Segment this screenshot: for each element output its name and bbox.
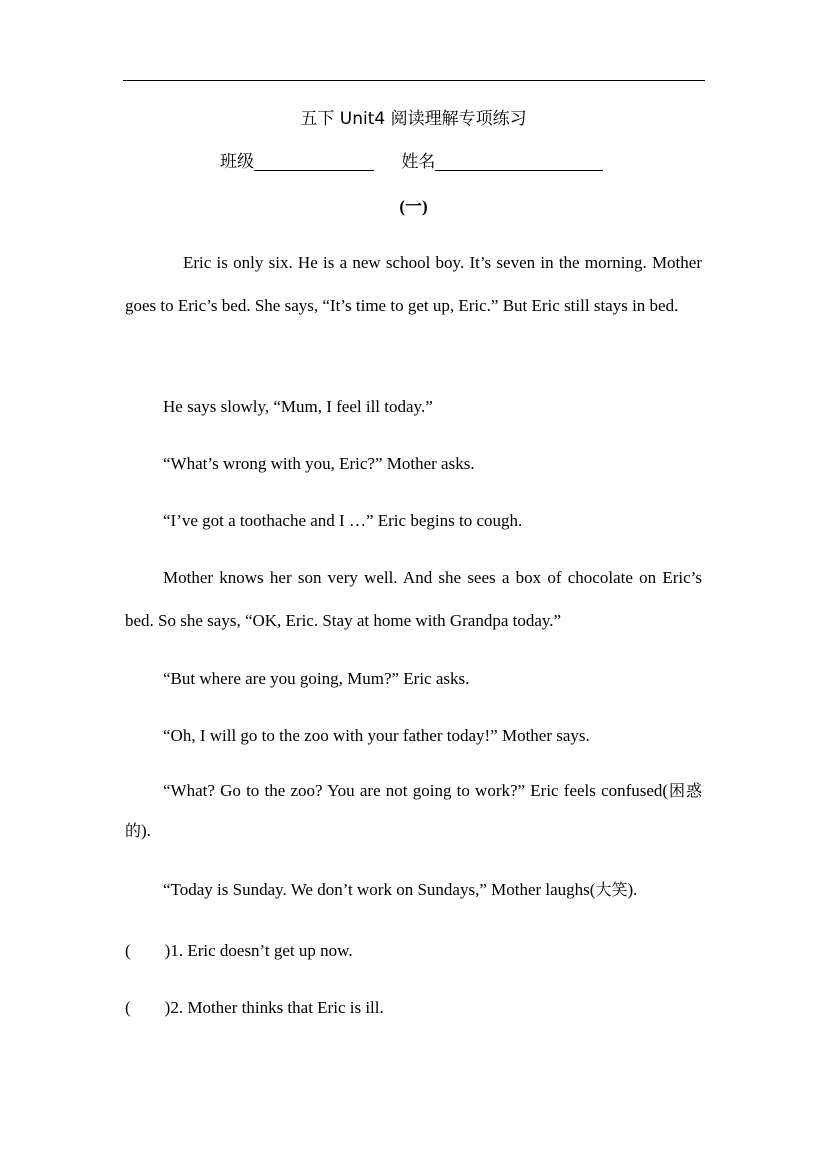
question-1: [125, 929, 702, 972]
question-text: 2. Mother thinks that Eric is ill.: [170, 998, 384, 1017]
answer-bracket[interactable]: ( ): [125, 941, 171, 960]
paragraph-8-text: “What? Go to the zoo? You are not going to work?” Eric feels confused(: [163, 781, 669, 800]
class-label: 班级: [220, 152, 254, 172]
class-blank[interactable]: [254, 152, 374, 171]
answer-bracket[interactable]: ( ): [125, 998, 171, 1017]
student-info-fields: [220, 147, 603, 172]
paragraph-6: “But where are you going, Mum?” Eric asks.: [163, 669, 470, 688]
name-blank[interactable]: [435, 152, 603, 171]
section-label: (一): [399, 197, 428, 216]
paragraph-3: “What’s wrong with you, Eric?” Mother asks.: [163, 454, 475, 473]
question-2: [125, 986, 702, 1029]
paragraph-8: [125, 771, 702, 851]
paragraph-2: He says slowly, “Mum, I feel ill today.”: [163, 397, 433, 416]
paragraph-9-end: ).: [627, 880, 638, 899]
paragraph-5: Mother knows her son very well. And she sees a box of chocolate on Eric’s bed. So she says, “OK, Eric. Stay at home with Grandpa today.”: [125, 568, 702, 630]
page-title: 五下 Unit4 阅读理解专项练习: [300, 109, 527, 129]
name-label: 姓名: [401, 152, 436, 172]
paragraph-8-chinese: 困惑的: [125, 781, 702, 840]
paragraph-9-chinese: 大笑: [595, 880, 628, 899]
paragraph-7: “Oh, I will go to the zoo with your father today!” Mother says.: [163, 726, 590, 745]
paragraph-9-text: “Today is Sunday. We don’t work on Sundays,” Mother laughs(: [163, 880, 596, 899]
header-rule: [123, 80, 705, 81]
paragraph-1: Eric is only six. He is a new school boy. It’s seven in the morning. Mother goes to Eric’s bed. She says, “It’s time to get up, Eric.” But Eric still stays in bed.: [125, 253, 702, 315]
paragraph-9: [125, 868, 702, 911]
question-text: 1. Eric doesn’t get up now.: [170, 941, 353, 960]
paragraph-4: “I’ve got a toothache and I …” Eric begins to cough.: [163, 511, 523, 530]
paragraph-8-end: ).: [141, 821, 151, 840]
